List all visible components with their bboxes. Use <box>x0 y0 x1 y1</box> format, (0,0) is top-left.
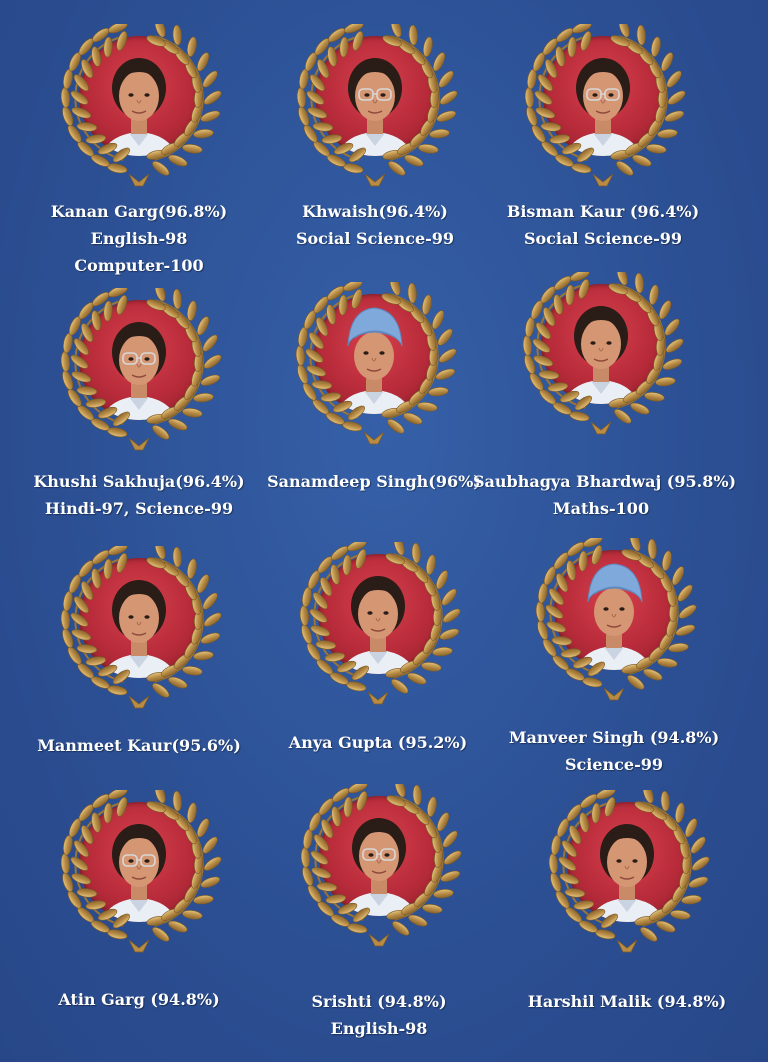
student-name: Atin Garg (94.8%) <box>58 990 220 1009</box>
student-name: Srishti (94.8%) <box>311 992 447 1011</box>
student-card <box>499 790 755 1015</box>
laurel-wreath-icon <box>50 288 228 454</box>
student-name: Manveer Singh (94.8%) <box>508 728 720 747</box>
laurel-medallion <box>286 24 464 190</box>
laurel-wreath-icon <box>290 784 468 950</box>
student-name: Harshil Malik (94.8%) <box>527 992 727 1011</box>
laurel-wreath-icon <box>525 538 703 704</box>
laurel-wreath-icon <box>514 24 692 190</box>
laurel-medallion <box>538 790 716 956</box>
student-caption <box>247 198 503 252</box>
student-card <box>11 288 267 522</box>
student-card <box>246 282 502 495</box>
student-subject: Maths-100 <box>552 499 650 518</box>
student-subject: Computer-100 <box>74 256 204 275</box>
student-name: Khwaish(96.4%) <box>302 202 448 221</box>
laurel-medallion <box>512 272 690 438</box>
student-card <box>475 24 731 252</box>
student-name: Sanamdeep Singh(96%) <box>267 472 481 491</box>
student-card <box>473 272 737 522</box>
student-subject: Science-99 <box>564 755 663 774</box>
student-subject: English-98 <box>90 229 188 248</box>
student-caption <box>11 732 267 759</box>
student-caption <box>499 988 755 1015</box>
student-card <box>250 542 506 756</box>
laurel-medallion <box>289 542 467 708</box>
student-caption <box>250 729 506 756</box>
laurel-wreath-icon <box>512 272 690 438</box>
student-card <box>11 24 267 279</box>
laurel-medallion <box>50 790 228 956</box>
student-caption <box>475 198 731 252</box>
student-caption <box>11 986 267 1013</box>
student-subject: Hindi-97, Science-99 <box>44 499 234 518</box>
laurel-medallion <box>525 538 703 704</box>
student-name: Kanan Garg(96.8%) <box>50 202 228 221</box>
student-name: Bisman Kaur (96.4%) <box>506 202 700 221</box>
laurel-wreath-icon <box>50 546 228 712</box>
student-subject: English-98 <box>330 1019 428 1038</box>
laurel-medallion <box>50 288 228 454</box>
laurel-wreath-icon <box>286 24 464 190</box>
student-caption <box>11 468 267 522</box>
student-card <box>247 24 503 252</box>
laurel-wreath-icon <box>538 790 716 956</box>
student-caption <box>251 988 507 1042</box>
student-name: Saubhagya Bhardwaj (95.8%) <box>473 472 737 491</box>
student-name: Anya Gupta (95.2%) <box>288 733 468 752</box>
student-caption <box>473 468 737 522</box>
student-subject: Social Science-99 <box>295 229 455 248</box>
laurel-medallion <box>50 24 228 190</box>
student-caption <box>486 724 742 778</box>
student-card <box>251 784 507 1042</box>
student-card <box>11 546 267 759</box>
laurel-medallion <box>285 282 463 448</box>
laurel-medallion <box>50 546 228 712</box>
laurel-medallion <box>290 784 468 950</box>
student-caption <box>246 468 502 495</box>
student-card <box>11 790 267 1013</box>
laurel-wreath-icon <box>50 24 228 190</box>
student-card <box>486 538 742 778</box>
laurel-medallion <box>514 24 692 190</box>
student-caption <box>11 198 267 279</box>
laurel-wreath-icon <box>50 790 228 956</box>
student-name: Khushi Sakhuja(96.4%) <box>33 472 245 491</box>
student-subject: Social Science-99 <box>523 229 683 248</box>
laurel-wreath-icon <box>285 282 463 448</box>
laurel-wreath-icon <box>289 542 467 708</box>
student-name: Manmeet Kaur(95.6%) <box>37 736 241 755</box>
